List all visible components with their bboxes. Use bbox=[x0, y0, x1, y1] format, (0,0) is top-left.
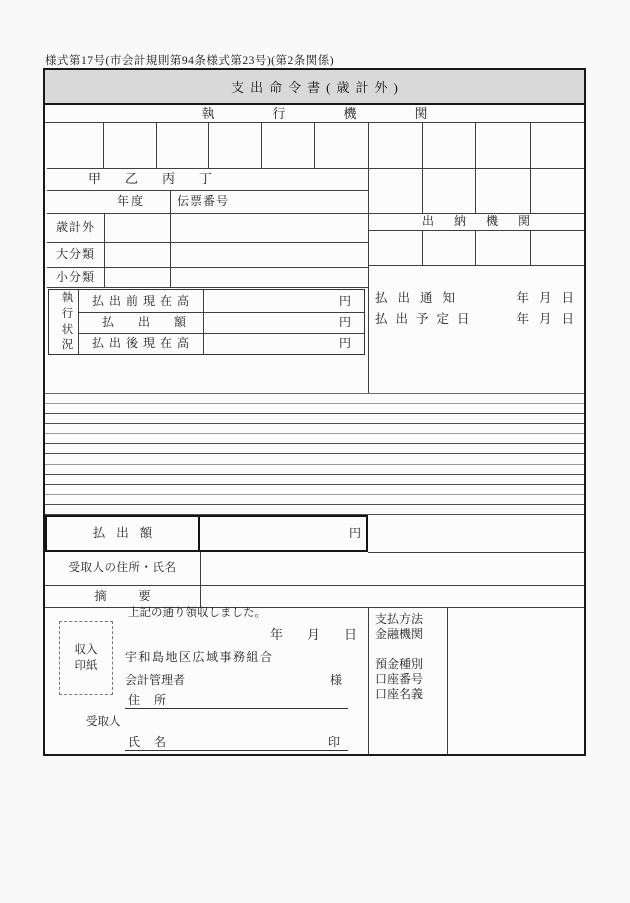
receipt-statement: 上記の通り領収しました。 bbox=[128, 607, 266, 619]
payment-label: 口座番号 bbox=[375, 672, 424, 686]
form-title: 支出命令書(歳計外) bbox=[231, 80, 404, 95]
address-underline bbox=[125, 708, 348, 709]
execution-status-box bbox=[48, 289, 365, 355]
exec-org-header: 執行機関 bbox=[201, 106, 486, 121]
class-row-label: 歳計外 bbox=[55, 220, 95, 234]
organization-name: 宇和島地区広域事務組合 bbox=[125, 650, 274, 664]
grid-line bbox=[45, 607, 584, 608]
payee-label: 受取人の住所・氏名 bbox=[68, 562, 177, 574]
form-frame bbox=[43, 68, 586, 756]
summary-label: 摘要 bbox=[94, 589, 183, 603]
address-label: 住所 bbox=[128, 693, 181, 707]
grid-line bbox=[198, 517, 200, 550]
detail-row bbox=[45, 404, 584, 414]
grid-line bbox=[200, 552, 201, 607]
accounting-manager-label: 会計管理者 bbox=[125, 673, 186, 687]
honorific-label: 様 bbox=[330, 673, 343, 687]
form-title-bar bbox=[45, 70, 584, 105]
treasury-org-header: 出納機関 bbox=[421, 214, 550, 228]
status-row-label: 払出額 bbox=[102, 315, 211, 329]
detail-row bbox=[45, 434, 584, 444]
receipt-date: 年月日 bbox=[270, 627, 382, 642]
detail-row bbox=[45, 475, 584, 485]
revenue-stamp-line: 収入 bbox=[74, 644, 98, 656]
grid-line bbox=[368, 552, 584, 553]
payment-label: 金融機関 bbox=[375, 627, 424, 641]
recipient-label: 受取人 bbox=[86, 716, 121, 728]
grid-line bbox=[530, 230, 531, 265]
grid-line bbox=[208, 122, 209, 168]
payment-label: 口座名義 bbox=[375, 687, 424, 701]
grid-line bbox=[447, 607, 448, 754]
unit-yen: 円 bbox=[338, 294, 351, 308]
unit-yen: 円 bbox=[348, 526, 361, 540]
payout-notice-line bbox=[375, 289, 584, 304]
payout-schedule-label: 払出予定日 bbox=[375, 311, 478, 326]
grid-line bbox=[170, 213, 171, 287]
grid-line bbox=[103, 122, 104, 168]
detail-row bbox=[45, 465, 584, 475]
unit-yen: 円 bbox=[338, 315, 351, 329]
detail-row bbox=[45, 424, 584, 434]
payout-notice-date: 年月日 bbox=[516, 290, 584, 305]
grid-line bbox=[368, 265, 584, 266]
grid-line bbox=[475, 230, 476, 265]
detail-row bbox=[45, 495, 584, 505]
payout-amount-box bbox=[45, 515, 368, 552]
detail-row bbox=[45, 414, 584, 424]
payment-label: 支払方法 bbox=[375, 612, 424, 626]
unit-yen: 円 bbox=[338, 336, 351, 350]
payout-notice-label: 払出通知 bbox=[375, 290, 466, 305]
payment-label: 預金種別 bbox=[375, 657, 424, 671]
seal-label: 印 bbox=[328, 735, 341, 749]
revenue-stamp-line: 印紙 bbox=[74, 660, 98, 672]
class-row-label: 大分類 bbox=[55, 247, 95, 261]
detail-row bbox=[45, 505, 584, 515]
grid-line bbox=[156, 122, 157, 168]
grid-line bbox=[47, 287, 368, 288]
payout-amount-label: 払出額 bbox=[92, 526, 164, 540]
detail-row bbox=[45, 454, 584, 464]
detail-rows bbox=[45, 393, 584, 515]
grid-line bbox=[368, 122, 369, 393]
name-label: 氏名 bbox=[128, 735, 181, 749]
status-row-label: 払出後現在高 bbox=[91, 336, 194, 350]
grid-line bbox=[368, 230, 584, 231]
status-row-label: 払出前現在高 bbox=[91, 294, 194, 308]
detail-row bbox=[45, 394, 584, 404]
grid-line bbox=[314, 122, 315, 168]
grid-line bbox=[261, 122, 262, 168]
class-row-label: 小分類 bbox=[55, 270, 95, 284]
payment-method-block bbox=[375, 612, 423, 702]
revenue-stamp-box bbox=[59, 621, 113, 695]
grid-line bbox=[170, 190, 171, 213]
slip-number-label: 伝票番号 bbox=[177, 194, 230, 208]
execution-status-header: 執行状況 bbox=[61, 292, 74, 352]
detail-row bbox=[45, 444, 584, 454]
detail-row bbox=[45, 485, 584, 495]
form-code: 様式第17号(市会計規則第94条様式第23号)(第2条関係) bbox=[45, 55, 335, 67]
name-underline bbox=[125, 750, 348, 751]
parties-label: 甲乙丙丁 bbox=[88, 171, 237, 186]
grid-line bbox=[104, 213, 105, 287]
payout-schedule-date: 年月日 bbox=[516, 311, 584, 326]
payout-schedule-line bbox=[375, 310, 584, 325]
fiscal-year-label: 年度 bbox=[117, 194, 146, 208]
grid-line bbox=[422, 230, 423, 265]
